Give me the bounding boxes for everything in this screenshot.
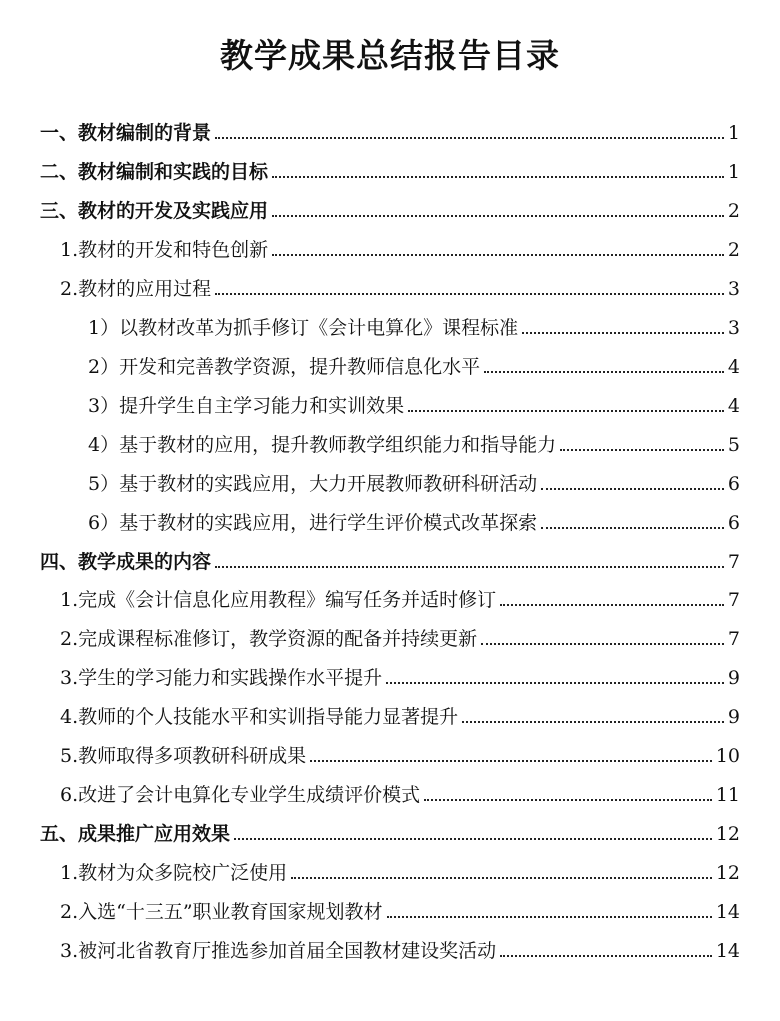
toc-leader-dots <box>386 682 724 684</box>
toc-leader-dots <box>541 527 724 529</box>
toc-leader-dots <box>408 410 724 412</box>
toc-leader-dots <box>291 877 712 879</box>
toc-entry-page: 7 <box>727 628 740 651</box>
toc-entry[interactable] <box>40 115 740 145</box>
toc-entry-title: 5.教师取得多项教研科研成果 <box>60 745 307 768</box>
toc-entry-title: 1.教材的开发和特色创新 <box>60 238 269 261</box>
toc-leader-dots <box>462 721 724 723</box>
toc-entry-page: 14 <box>715 940 740 962</box>
toc-entry[interactable] <box>88 466 740 496</box>
toc-leader-dots <box>272 254 724 256</box>
toc-entry-title: 1.完成《会计信息化应用教程》编写任务并适时修订 <box>60 589 497 612</box>
toc-entry-title: 2.教材的应用过程 <box>60 277 212 300</box>
toc-entry[interactable] <box>88 349 740 379</box>
toc-entry[interactable] <box>88 388 740 418</box>
toc-entry-page: 3 <box>727 316 740 339</box>
toc-leader-dots <box>500 604 724 606</box>
toc-entry[interactable] <box>60 621 740 651</box>
toc-entry-page: 7 <box>727 550 740 573</box>
toc-entry[interactable] <box>60 699 740 729</box>
toc-entry-title: 一、教材编制的背景 <box>40 122 212 144</box>
toc-entry-title: 1.教材为众多院校广泛使用 <box>60 862 288 885</box>
toc-leader-dots <box>560 449 724 451</box>
toc-entry[interactable] <box>88 505 740 535</box>
toc-entry[interactable] <box>60 738 740 768</box>
toc-entry-title: 4）基于教材的应用，提升教师教学组织能力和指导能力 <box>88 433 557 456</box>
toc-leader-dots <box>215 137 724 139</box>
toc-entry[interactable] <box>60 582 740 612</box>
toc-leader-dots <box>484 371 724 373</box>
toc-entry[interactable] <box>60 232 740 262</box>
toc-entry-page: 10 <box>715 745 740 768</box>
toc-entry-title: 2.完成课程标准修订，教学资源的配备并持续更新 <box>60 628 478 651</box>
toc-entry[interactable] <box>60 855 740 885</box>
toc-entry-title: 3.学生的学习能力和实践操作水平提升 <box>60 667 383 690</box>
toc-entry-page: 7 <box>727 589 740 612</box>
toc-entry-title: 1）以教材改革为抓手修订《会计电算化》课程标准 <box>88 316 519 339</box>
toc-leader-dots <box>387 916 712 918</box>
toc-leader-dots <box>215 566 724 568</box>
toc-entry[interactable] <box>60 660 740 690</box>
toc-entry-title: 6.改进了会计电算化专业学生成绩评价模式 <box>60 784 421 807</box>
toc-entry-title: 3）提升学生自主学习能力和实训效果 <box>88 394 405 417</box>
toc-entry-title: 五、成果推广应用效果 <box>40 823 231 846</box>
toc-entry[interactable] <box>40 193 740 223</box>
toc-entry-page: 12 <box>715 862 740 885</box>
toc-entry[interactable] <box>60 894 740 924</box>
toc-entry-title: 三、教材的开发及实践应用 <box>40 199 269 222</box>
toc-entry-page: 1 <box>727 160 740 183</box>
toc-entry[interactable] <box>40 816 740 846</box>
toc-entry-page: 3 <box>727 277 740 300</box>
toc-entry-title: 4.教师的个人技能水平和实训指导能力显著提升 <box>60 706 459 729</box>
toc-entry-page: 6 <box>727 472 740 495</box>
toc-entry[interactable] <box>40 154 740 184</box>
toc-entry-page: 6 <box>727 511 740 534</box>
toc-entry-page: 11 <box>715 784 740 807</box>
toc-entry[interactable] <box>60 933 740 963</box>
toc-entry-page: 4 <box>727 394 740 417</box>
toc-entry-title: 3.被河北省教育厅推选参加首届全国教材建设奖活动 <box>60 940 497 962</box>
toc-entry-page: 1 <box>727 122 740 144</box>
toc-leader-dots <box>481 643 724 645</box>
toc-entry-title: 2.入选“十三五”职业教育国家规划教材 <box>60 901 383 923</box>
toc-entry-page: 5 <box>727 433 740 456</box>
toc-entry-page: 9 <box>727 667 740 690</box>
page-title: 教学成果总结报告目录 <box>220 36 560 75</box>
toc-leader-dots <box>215 293 724 295</box>
toc-leader-dots <box>541 488 724 490</box>
toc-entry-page: 4 <box>727 355 740 378</box>
toc-leader-dots <box>272 215 724 217</box>
toc-entry[interactable] <box>60 271 740 301</box>
toc-leader-dots <box>522 332 724 334</box>
toc-leader-dots <box>500 955 712 957</box>
toc-entry-page: 12 <box>715 823 740 846</box>
toc-leader-dots <box>424 799 712 801</box>
toc-leader-dots <box>272 176 724 178</box>
toc-entry-title: 6）基于教材的实践应用，进行学生评价模式改革探索 <box>88 511 538 534</box>
toc-entry-title: 5）基于教材的实践应用，大力开展教师教研科研活动 <box>88 472 538 495</box>
toc-entry[interactable] <box>88 310 740 340</box>
toc-entry[interactable] <box>88 427 740 457</box>
toc-entry-page: 14 <box>715 901 740 923</box>
toc-entry-page: 2 <box>727 199 740 222</box>
toc-entry[interactable] <box>40 544 740 574</box>
toc-entry-page: 9 <box>727 706 740 729</box>
toc-entry-title: 2）开发和完善教学资源，提升教师信息化水平 <box>88 355 481 378</box>
toc-entry-title: 四、教学成果的内容 <box>40 550 212 573</box>
toc-entry-title: 二、教材编制和实践的目标 <box>40 160 269 183</box>
toc-entry[interactable] <box>60 777 740 807</box>
toc-leader-dots <box>310 760 712 762</box>
toc-entry-page: 2 <box>727 238 740 261</box>
toc-leader-dots <box>234 838 712 840</box>
